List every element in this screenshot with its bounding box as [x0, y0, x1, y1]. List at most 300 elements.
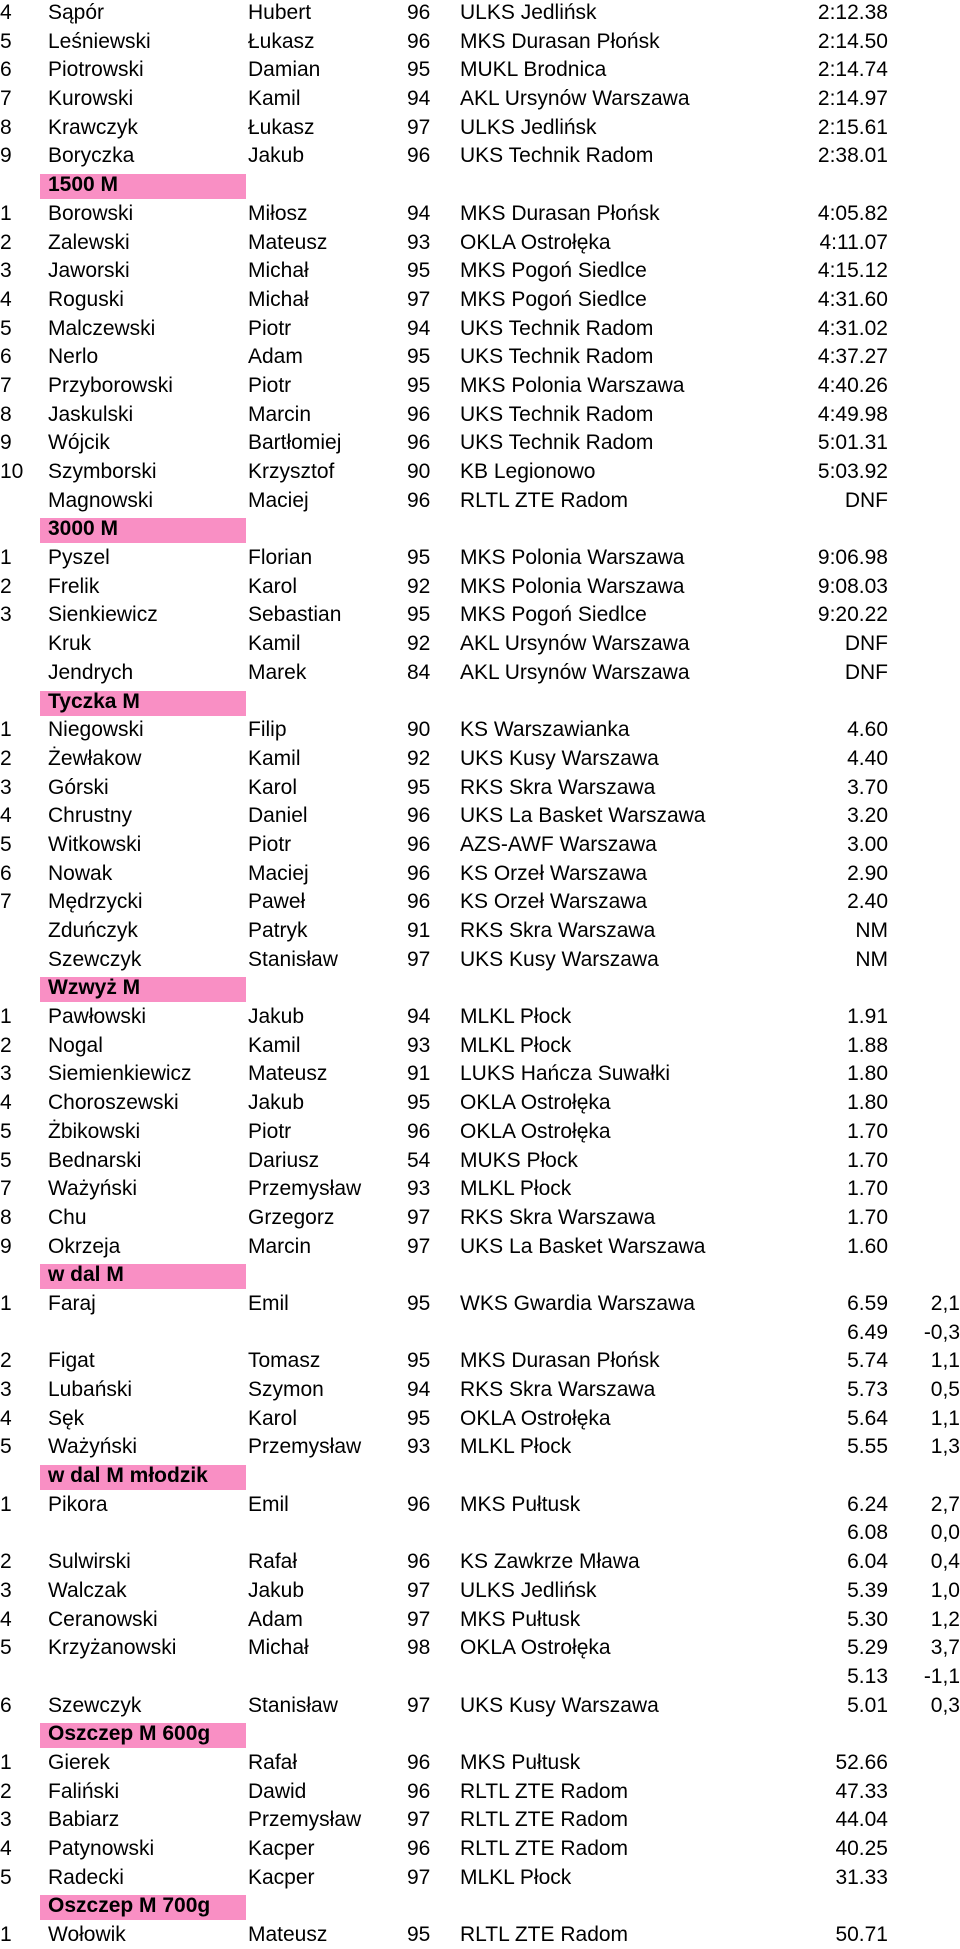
birth-year-cell: 94 [407, 316, 431, 340]
result-cell: 4:49.98 [817, 402, 888, 426]
result-row [0, 859, 960, 888]
last-name-cell: Frelik [48, 574, 100, 598]
birth-year-cell: 95 [407, 1291, 431, 1315]
result-row [0, 1805, 960, 1834]
last-name-cell: Lubański [48, 1378, 133, 1401]
result-row [0, 342, 960, 371]
last-name-cell: Sęk [48, 1406, 85, 1430]
result-cell: 1.80 [847, 1091, 888, 1115]
birth-year-cell: 95 [407, 58, 431, 82]
place-cell: 1 [0, 1750, 12, 1774]
result-row [0, 1777, 960, 1806]
last-name-cell: Szymborski [48, 460, 157, 483]
birth-year-cell: 96 [407, 832, 431, 856]
first-name-cell: Przemysław [248, 1808, 362, 1832]
result-cell: 1.60 [847, 1234, 888, 1258]
wind-cell: 0,4 [930, 1550, 960, 1574]
place-cell: 9 [0, 1234, 12, 1258]
club-cell: AKL Ursynów Warszawa [460, 660, 690, 684]
result-cell: DNF [844, 660, 888, 684]
club-cell: MLKL Płock [460, 1177, 572, 1201]
birth-year-cell: 93 [407, 1033, 431, 1057]
birth-year-cell: 97 [407, 1234, 431, 1258]
result-cell: 3.00 [847, 832, 888, 856]
result-row [0, 1605, 960, 1634]
result-row [0, 1920, 960, 1949]
last-name-cell: Żewłakow [48, 746, 142, 770]
birth-year-cell: 90 [407, 718, 431, 742]
place-cell: 3 [0, 1578, 12, 1602]
last-name-cell: Krzyżanowski [48, 1636, 177, 1660]
last-name-cell: Sulwirski [48, 1550, 131, 1574]
result-cell: 5.74 [847, 1349, 888, 1373]
birth-year-cell: 97 [407, 1205, 431, 1229]
birth-year-cell: 95 [407, 373, 431, 397]
result-cell: 4:05.82 [817, 201, 888, 225]
last-name-cell: Gierek [48, 1750, 110, 1774]
first-name-cell: Hubert [248, 1, 312, 24]
result-cell: 6.24 [847, 1492, 888, 1516]
result-row [0, 457, 960, 486]
birth-year-cell: 96 [407, 1, 431, 24]
first-name-cell: Mateusz [248, 1062, 328, 1086]
club-cell: RKS Skra Warszawa [460, 1205, 656, 1229]
birth-year-cell: 96 [407, 1837, 431, 1860]
place-cell: 4 [0, 1406, 12, 1430]
result-cell: 2:14.50 [817, 29, 888, 53]
first-name-cell: Mateusz [248, 230, 328, 254]
first-name-cell: Jakub [248, 1005, 305, 1029]
first-name-cell: Krzysztof [248, 460, 335, 483]
place-cell: 3 [0, 259, 12, 283]
result-cell: 2:12.38 [817, 1, 888, 24]
first-name-cell: Adam [248, 345, 303, 369]
result-cell: 1.88 [847, 1033, 888, 1057]
first-name-cell: Sebastian [248, 603, 342, 627]
club-cell: AZS-AWF Warszawa [460, 832, 657, 856]
result-row [0, 801, 960, 830]
place-cell: 7 [0, 1177, 12, 1201]
last-name-cell: Nogal [48, 1033, 103, 1057]
result-cell: 6.59 [847, 1291, 888, 1315]
first-name-cell: Rafał [248, 1750, 298, 1774]
club-cell: RLTL ZTE Radom [460, 1837, 629, 1860]
result-cell: 5.29 [847, 1636, 888, 1660]
place-cell: 1 [0, 1492, 12, 1516]
result-cell: 2:15.61 [817, 115, 888, 139]
first-name-cell: Kacper [248, 1837, 315, 1860]
first-name-cell: Michał [248, 259, 309, 283]
last-name-cell: Siemienkiewicz [48, 1062, 192, 1086]
birth-year-cell: 95 [407, 259, 431, 283]
last-name-cell: Zalewski [48, 230, 130, 254]
last-name-cell: Bednarski [48, 1148, 142, 1172]
result-cell: 9:20.22 [817, 603, 888, 627]
first-name-cell: Szymon [248, 1378, 324, 1401]
place-cell: 9 [0, 431, 12, 455]
birth-year-cell: 97 [407, 1607, 431, 1631]
club-cell: LUKS Hańcza Suwałki [460, 1062, 671, 1086]
last-name-cell: Ceranowski [48, 1607, 158, 1631]
result-cell: 1.70 [847, 1205, 888, 1229]
last-name-cell: Pyszel [48, 546, 110, 570]
club-cell: AKL Ursynów Warszawa [460, 87, 690, 111]
club-cell: MUKL Brodnica [460, 58, 607, 82]
result-cell: DNF [844, 632, 888, 656]
first-name-cell: Michał [248, 287, 309, 311]
place-cell: 4 [0, 287, 12, 311]
club-cell: UKS Technik Radom [460, 402, 654, 426]
first-name-cell: Karol [248, 574, 298, 598]
place-cell: 1 [0, 546, 12, 570]
birth-year-cell: 94 [407, 201, 431, 225]
club-cell: RKS Skra Warszawa [460, 1378, 656, 1401]
place-cell: 4 [0, 1607, 12, 1631]
first-name-cell: Kacper [248, 1865, 315, 1889]
event-title: 3000 M [40, 518, 246, 543]
first-name-cell: Bartłomiej [248, 431, 342, 455]
last-name-cell: Roguski [48, 287, 124, 311]
birth-year-cell: 95 [407, 1091, 431, 1115]
event-header-row [0, 1260, 960, 1289]
last-name-cell: Jendrych [48, 660, 134, 684]
result-row [0, 572, 960, 601]
result-row [0, 773, 960, 802]
result-row [0, 916, 960, 945]
event-header-row [0, 973, 960, 1002]
first-name-cell: Emil [248, 1492, 289, 1516]
wind-cell: 1,1 [930, 1349, 960, 1373]
first-name-cell: Kamil [248, 87, 301, 111]
last-name-cell: Okrzeja [48, 1234, 121, 1258]
place-cell: 5 [0, 832, 12, 856]
result-row [0, 1346, 960, 1375]
result-cell: 52.66 [835, 1750, 888, 1774]
birth-year-cell: 92 [407, 574, 431, 598]
birth-year-cell: 93 [407, 1177, 431, 1201]
result-cell: 31.33 [835, 1865, 888, 1889]
result-cell: 5.73 [847, 1378, 888, 1401]
event-header-row [0, 687, 960, 716]
event-header-row [0, 514, 960, 543]
wind-cell: 0,5 [930, 1378, 960, 1401]
result-cell: 2:14.97 [817, 87, 888, 111]
result-cell: 5.39 [847, 1578, 888, 1602]
first-name-cell: Piotr [248, 832, 292, 856]
club-cell: OKLA Ostrołęka [460, 1406, 611, 1430]
place-cell: 2 [0, 1779, 12, 1803]
club-cell: MKS Durasan Płońsk [460, 29, 660, 53]
first-name-cell: Michał [248, 1636, 309, 1660]
birth-year-cell: 97 [407, 115, 431, 139]
birth-year-cell: 91 [407, 919, 431, 942]
birth-year-cell: 54 [407, 1148, 431, 1172]
result-row [0, 1691, 960, 1720]
first-name-cell: Marcin [248, 402, 312, 426]
last-name-cell: Pawłowski [48, 1005, 147, 1029]
result-row [0, 658, 960, 687]
birth-year-cell: 96 [407, 431, 431, 455]
last-name-cell: Choroszewski [48, 1091, 179, 1115]
last-name-cell: Kurowski [48, 87, 134, 111]
last-name-cell: Mędrzycki [48, 890, 143, 914]
result-row [0, 1633, 960, 1662]
place-cell: 4 [0, 804, 12, 828]
birth-year-cell: 93 [407, 1435, 431, 1459]
last-name-cell: Niegowski [48, 718, 144, 742]
result-cell: 2.40 [847, 890, 888, 914]
result-cell: NM [855, 919, 888, 942]
wind-cell: 1,1 [930, 1406, 960, 1430]
result-row [0, 1232, 960, 1261]
place-cell: 3 [0, 775, 12, 799]
result-cell: 2.90 [847, 861, 888, 885]
result-row [0, 830, 960, 859]
club-cell: MLKL Płock [460, 1033, 572, 1057]
place-cell: 1 [0, 1923, 12, 1947]
club-cell: UKS Technik Radom [460, 431, 654, 455]
last-name-cell: Szewczyk [48, 947, 142, 971]
result-row [0, 1289, 960, 1318]
result-cell: 40.25 [835, 1837, 888, 1860]
result-row [0, 1432, 960, 1461]
result-row [0, 486, 960, 515]
result-row [0, 371, 960, 400]
first-name-cell: Piotr [248, 316, 292, 340]
club-cell: MLKL Płock [460, 1005, 572, 1029]
result-row [0, 715, 960, 744]
wind-cell: -1,1 [923, 1664, 960, 1688]
first-name-cell: Kamil [248, 632, 301, 656]
place-cell: 5 [0, 1636, 12, 1660]
birth-year-cell: 95 [407, 603, 431, 627]
club-cell: KS Zawkrze Mława [460, 1550, 640, 1574]
result-cell: 4:15.12 [817, 259, 888, 283]
club-cell: MKS Pułtusk [460, 1607, 581, 1631]
event-title: Oszczep M 600g [40, 1723, 246, 1748]
birth-year-cell: 96 [407, 144, 431, 168]
result-cell: 5.13 [847, 1664, 888, 1688]
birth-year-cell: 97 [407, 1865, 431, 1889]
birth-year-cell: 95 [407, 775, 431, 799]
birth-year-cell: 96 [407, 1750, 431, 1774]
result-row [0, 543, 960, 572]
result-row [0, 84, 960, 113]
first-name-cell: Marcin [248, 1234, 312, 1258]
place-cell: 2 [0, 1349, 12, 1373]
result-cell: 4:31.02 [817, 316, 888, 340]
result-row [0, 629, 960, 658]
club-cell: ULKS Jedlińsk [460, 1, 597, 24]
result-cell: 4.40 [847, 746, 888, 770]
result-row [0, 1117, 960, 1146]
result-cell: 5.30 [847, 1607, 888, 1631]
club-cell: MKS Pogoń Siedlce [460, 287, 647, 311]
result-cell: 5.01 [847, 1693, 888, 1717]
last-name-cell: Sąpór [48, 1, 105, 24]
last-name-cell: Piotrowski [48, 58, 144, 82]
result-cell: 4:40.26 [817, 373, 888, 397]
birth-year-cell: 92 [407, 746, 431, 770]
result-cell: 4.60 [847, 718, 888, 742]
event-title: Oszczep M 700g [40, 1895, 246, 1920]
club-cell: MKS Polonia Warszawa [460, 373, 685, 397]
last-name-cell: Walczak [48, 1578, 127, 1602]
result-cell: 1.80 [847, 1062, 888, 1086]
first-name-cell: Grzegorz [248, 1205, 335, 1229]
place-cell: 7 [0, 890, 12, 914]
result-row [0, 600, 960, 629]
place-cell: 2 [0, 574, 12, 598]
event-title: w dal M [40, 1264, 246, 1289]
club-cell: UKS La Basket Warszawa [460, 804, 706, 828]
club-cell: MLKL Płock [460, 1435, 572, 1459]
place-cell: 1 [0, 1291, 12, 1315]
first-name-cell: Florian [248, 546, 313, 570]
event-header-row [0, 1461, 960, 1490]
first-name-cell: Adam [248, 1607, 303, 1631]
result-row [0, 1834, 960, 1863]
result-cell: 6.04 [847, 1550, 888, 1574]
event-header-row [0, 1719, 960, 1748]
result-cell: 3.20 [847, 804, 888, 828]
wind-cell: 0,0 [930, 1521, 960, 1545]
result-row [0, 1490, 960, 1519]
result-row [0, 945, 960, 974]
place-cell: 5 [0, 1435, 12, 1459]
last-name-cell: Przyborowski [48, 373, 173, 397]
last-name-cell: Nowak [48, 861, 113, 885]
place-cell: 6 [0, 861, 12, 885]
first-name-cell: Jakub [248, 1578, 305, 1602]
place-cell: 6 [0, 1693, 12, 1717]
result-cell: 9:08.03 [817, 574, 888, 598]
club-cell: UKS Technik Radom [460, 345, 654, 369]
result-row [0, 285, 960, 314]
birth-year-cell: 90 [407, 460, 431, 483]
place-cell: 1 [0, 718, 12, 742]
place-cell: 1 [0, 1005, 12, 1029]
result-cell: 9:06.98 [817, 546, 888, 570]
result-row [0, 1059, 960, 1088]
first-name-cell: Przemysław [248, 1177, 362, 1201]
last-name-cell: Radecki [48, 1865, 124, 1889]
result-cell: 4:11.07 [819, 230, 888, 254]
place-cell: 5 [0, 316, 12, 340]
place-cell: 3 [0, 1808, 12, 1832]
birth-year-cell: 96 [407, 402, 431, 426]
place-cell: 2 [0, 746, 12, 770]
place-cell: 5 [0, 1119, 12, 1143]
club-cell: MKS Pogoń Siedlce [460, 259, 647, 283]
event-title: Wzwyż M [40, 977, 246, 1002]
place-cell: 6 [0, 345, 12, 369]
result-cell: 5.55 [847, 1435, 888, 1459]
result-cell: 1.70 [847, 1177, 888, 1201]
first-name-cell: Rafał [248, 1550, 298, 1574]
result-row [0, 314, 960, 343]
birth-year-cell: 95 [407, 1406, 431, 1430]
first-name-cell: Kamil [248, 746, 301, 770]
first-name-cell: Mateusz [248, 1923, 328, 1947]
place-cell: 5 [0, 1865, 12, 1889]
club-cell: UKS Kusy Warszawa [460, 746, 659, 770]
last-name-cell: Malczewski [48, 316, 156, 340]
place-cell: 5 [0, 29, 12, 53]
birth-year-cell: 96 [407, 1550, 431, 1574]
club-cell: UKS Technik Radom [460, 144, 654, 168]
club-cell: RKS Skra Warszawa [460, 775, 656, 799]
club-cell: MKS Pogoń Siedlce [460, 603, 647, 627]
place-cell: 4 [0, 1091, 12, 1115]
club-cell: RKS Skra Warszawa [460, 919, 656, 942]
last-name-cell: Górski [48, 775, 109, 799]
club-cell: MKS Durasan Płońsk [460, 1349, 660, 1373]
birth-year-cell: 95 [407, 345, 431, 369]
last-name-cell: Faliński [48, 1779, 120, 1803]
result-row [0, 55, 960, 84]
last-name-cell: Chu [48, 1205, 87, 1229]
result-row [0, 744, 960, 773]
first-name-cell: Piotr [248, 1119, 292, 1143]
club-cell: MUKS Płock [460, 1148, 578, 1172]
result-cell: 1.91 [847, 1005, 888, 1029]
club-cell: MKS Polonia Warszawa [460, 574, 685, 598]
birth-year-cell: 96 [407, 1779, 431, 1803]
first-name-cell: Daniel [248, 804, 308, 828]
last-name-cell: Jaworski [48, 259, 130, 283]
result-cell: 4:31.60 [817, 287, 888, 311]
club-cell: RLTL ZTE Radom [460, 488, 629, 512]
last-name-cell: Borowski [48, 201, 134, 225]
club-cell: KS Orzeł Warszawa [460, 890, 648, 914]
result-row [0, 1547, 960, 1576]
wind-cell: 1,0 [930, 1578, 960, 1602]
last-name-cell: Ważyński [48, 1435, 138, 1459]
wind-cell: 2,1 [930, 1291, 960, 1315]
birth-year-cell: 96 [407, 804, 431, 828]
birth-year-cell: 91 [407, 1062, 431, 1086]
first-name-cell: Maciej [248, 861, 309, 885]
club-cell: MKS Durasan Płońsk [460, 201, 660, 225]
result-cell: 1.70 [847, 1119, 888, 1143]
first-name-cell: Miłosz [248, 201, 308, 225]
first-name-cell: Łukasz [248, 115, 315, 139]
club-cell: MKS Pułtusk [460, 1750, 581, 1774]
result-cell: DNF [844, 488, 888, 512]
first-name-cell: Łukasz [248, 29, 315, 53]
wind-cell: 2,7 [930, 1492, 960, 1516]
wind-cell: -0,3 [923, 1320, 960, 1344]
birth-year-cell: 94 [407, 1378, 431, 1401]
place-cell: 7 [0, 87, 12, 111]
result-row [0, 199, 960, 228]
first-name-cell: Dariusz [248, 1148, 320, 1172]
birth-year-cell: 97 [407, 287, 431, 311]
place-cell: 5 [0, 1148, 12, 1172]
event-header-row [0, 1891, 960, 1920]
birth-year-cell: 95 [407, 1923, 431, 1947]
result-cell: 3.70 [847, 775, 888, 799]
result-cell: 50.71 [835, 1923, 888, 1947]
last-name-cell: Krawczyk [48, 115, 138, 139]
last-name-cell: Szewczyk [48, 1693, 142, 1717]
result-row [0, 428, 960, 457]
result-cell: 5.64 [847, 1406, 888, 1430]
club-cell: OKLA Ostrołęka [460, 1636, 611, 1660]
birth-year-cell: 96 [407, 29, 431, 53]
club-cell: OKLA Ostrołęka [460, 1119, 611, 1143]
